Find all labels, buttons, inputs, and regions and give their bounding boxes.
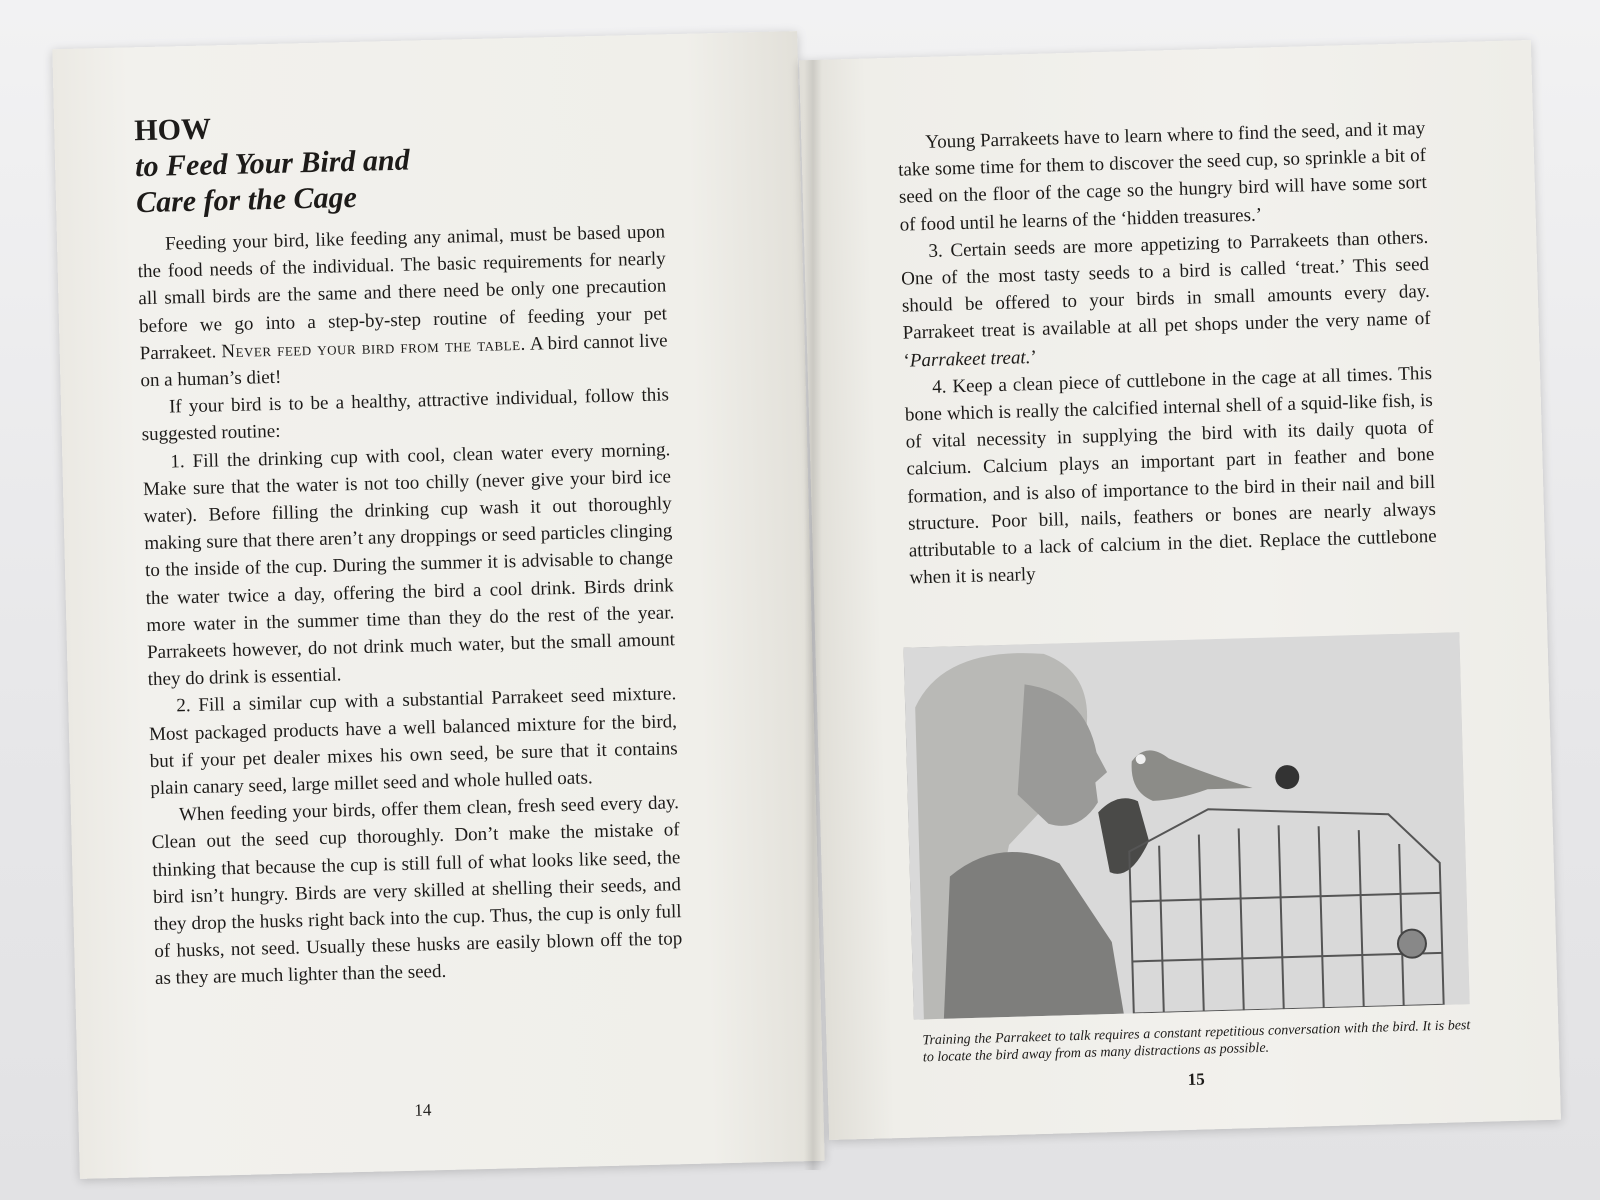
booklet-spread [66,40,1546,1170]
heading-lead: HOW [133,112,212,148]
step-4-paragraph: 4. Keep a clean piece of cuttlebone in the cage at all times. This bone which is really the calcified internal shell of a squid-like fish, is of vital necessity in supplying the bird with its daily quota of calcium. Calcium plays an important part in feather and bone formation, and is also of importance to the bird in their nail and bill structure. Poor bill, nails, feathers or bones are nearly always attributable to a lack of calcium in the diet. Replace the cuttlebone when it is nearly [904,362,1437,589]
intro-closing: A bird cannot live on a human’s diet! [140,330,668,392]
heading-line-2: Care for the Cage [135,180,358,220]
book-gutter [804,60,822,1170]
photo-girl-with-parrakeet [904,632,1470,1019]
step-2-paragraph: 2. Fill a similar cup with a substantial Parrakeet seed mixture. Most packaged products have a well balanced mixture for the bird, but if your pet dealer mixes his own seed, be sure that it contains plain canary seed, large millet seed and whole hulled oats. [148,683,678,800]
photo-caption: Training the Parrakeet to talk requires a constant repetitious conversation with the bird. It is best to locate the bird away from as many distractions as possible. [922,1018,1471,1066]
page-heading [134,100,664,221]
right-page [799,40,1561,1140]
step-3-italic: Parrakeet treat. [909,346,1031,372]
step-3-paragraph [900,224,1432,375]
intro-paragraph [137,218,669,394]
left-page [52,31,824,1179]
feeding-paragraph: When feeding your birds, offer them clean, fresh seed every day. Clean out the seed cup thoroughly. Don’t make the mistake of thinking that because the cup is still full of what looks like seed, the bird isn’t hungry. Birds are very skilled at shelling their seeds, and they drop the husks right back into the cup. Thus, the cup is only full of husks, not seed. Usually these husks are easily blown off the top as they are much lighter than the seed. [151,792,683,990]
step-3-close-quote: ’ [1030,346,1038,368]
step-3-text: 3. Certain seeds are more appetizing to Parrakeets than others. One of the most tasty seeds to a bird is called ‘treat.’ This seed should be offered to your birds in small amounts every day. Parrakeet treat is available at all pet shops under the very name of ‘ [900,226,1431,372]
heading-line-1: to Feed Your Bird and [134,143,411,184]
young-parrakeets-paragraph: Young Parrakeets have to learn where to find the seed, and it may take some time for them to discover the seed cup, so sprinkle a bit of seed on the floor of the cage so the hungry bird will have some sort of food until he learns of the ‘hidden treasures.’ [897,117,1428,236]
intro-text: Feeding your bird, like feeding any animal, must be based upon the food needs of the individual. The basic requirements for nearly all small birds are the same and there need be only one precaution before we go into a step-by-step routine of feeding your pet Parrakeet. [137,221,668,365]
step-1-paragraph: 1. Fill the drinking cup with cool, clean water every morning. Make sure that the water is not too chilly (never give your bird ice water). Before filling the drinking cup wash it out thoroughly making sure that there aren’t any droppings or seed particles clinging to the inside of the cup. During the summer it is advisable to change the water twice a day, offering the bird a cool drink. Birds drink more water in the summer time than they do the rest of the year. Parrakeets however, do not drink much water, but the small amount they do drink is essential. [142,438,676,691]
intro-caps-warning: Never feed your bird from the table. [221,333,527,363]
page-number-left: 14 [414,1100,432,1120]
right-page-text [897,115,1438,592]
photo-illustration [904,632,1470,1019]
page-number-right: 15 [1187,1069,1205,1089]
left-page-text [134,100,683,992]
routine-paragraph: If your bird is to be a healthy, attractive individual, follow this suggested routine: [141,384,670,446]
